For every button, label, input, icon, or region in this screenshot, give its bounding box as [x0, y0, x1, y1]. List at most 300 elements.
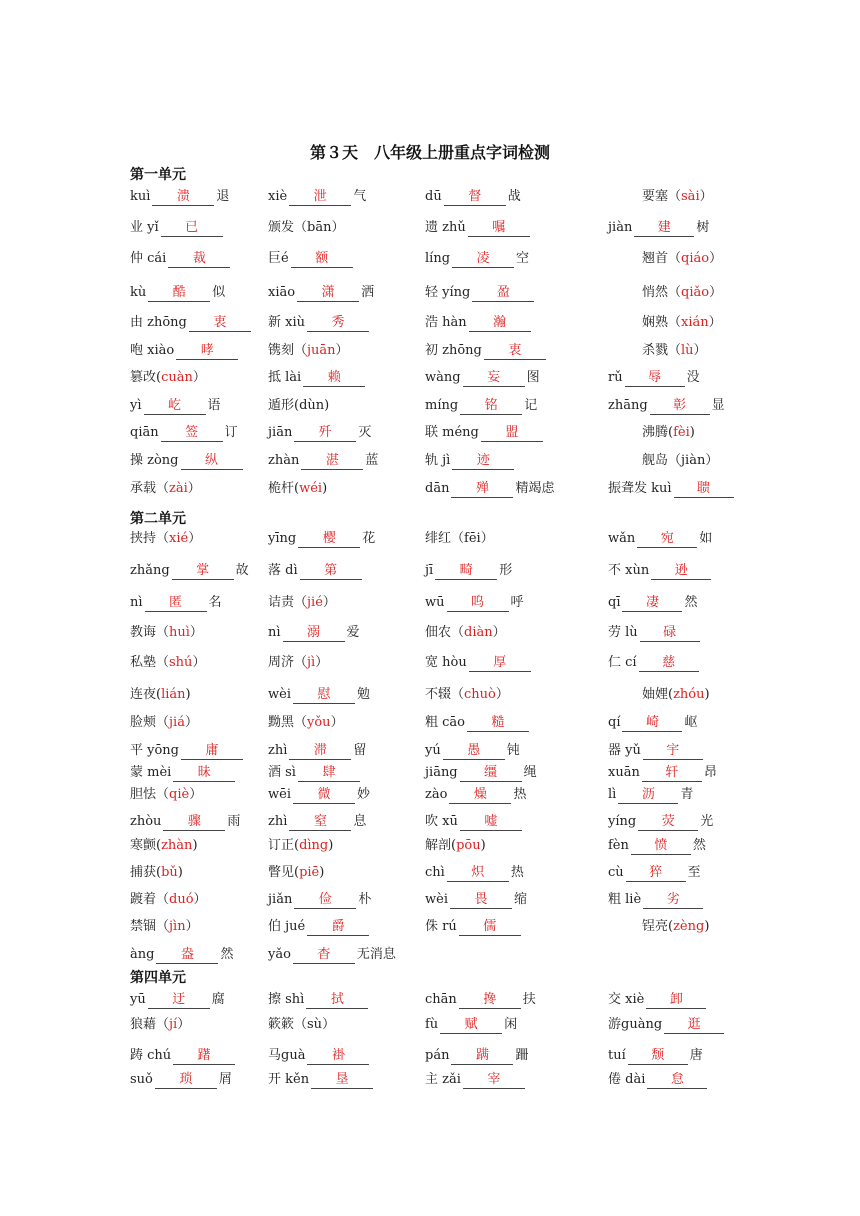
answer-blank: 庸 [181, 743, 243, 760]
item-suffix: 勉 [356, 687, 370, 702]
vocab-item [425, 891, 527, 909]
item-suffix: 战 [507, 189, 521, 204]
answer-blank: 迂 [148, 992, 210, 1009]
item-prompt: 狼藉（ [130, 1017, 170, 1032]
vocab-item [130, 891, 207, 909]
item-prompt: 锃亮( [642, 919, 674, 934]
vocab-item [130, 918, 199, 936]
item-prompt: 挟持（ [130, 531, 170, 546]
vocab-item [268, 891, 371, 909]
vocab-item [268, 219, 344, 237]
vocab-item [642, 342, 707, 360]
answer-blank: 躇 [173, 1048, 235, 1065]
item-prompt: 倦 dài [608, 1072, 646, 1087]
item-suffix: ） [192, 370, 206, 385]
vocab-item [268, 1071, 375, 1089]
pinyin-answer: zài [169, 481, 188, 496]
item-prompt: zhāng [608, 398, 648, 413]
vocab-item [268, 562, 364, 580]
item-suffix: ） [177, 1017, 191, 1032]
answer-blank: 呜 [447, 595, 509, 612]
answer-blank: 琐 [155, 1072, 217, 1089]
vocab-item [608, 654, 701, 672]
vocab-item [268, 250, 355, 268]
item-prompt: wèi [268, 687, 291, 702]
item-prompt: yīng [268, 531, 297, 546]
vocab-item [642, 284, 722, 302]
item-prompt: 寒颤( [130, 838, 162, 853]
item-suffix: 妙 [356, 787, 370, 802]
item-prompt: 轨 jì [425, 453, 451, 468]
vocab-item [608, 837, 706, 855]
answer-blank: 畸 [435, 563, 497, 580]
item-suffix: ） [322, 1017, 336, 1032]
answer-blank: 湛 [301, 453, 363, 470]
item-suffix: 唐 [689, 1048, 703, 1063]
vocab-item [642, 452, 718, 470]
item-prompt: nì [130, 595, 143, 610]
vocab-item [268, 864, 324, 882]
answer-blank: 宛 [637, 531, 697, 548]
vocab-item [130, 562, 249, 580]
vocab-item [268, 714, 344, 732]
vocab-item [608, 714, 698, 732]
vocab-item [130, 813, 240, 831]
item-prompt: xuān [608, 765, 640, 780]
item-prompt: zhòu [130, 814, 162, 829]
pinyin-answer: yǒu [307, 715, 331, 730]
item-prompt: 沸腾( [642, 425, 674, 440]
answer-blank: 畏 [450, 892, 512, 909]
item-suffix: 订 [224, 425, 238, 440]
vocab-item [268, 594, 336, 612]
item-prompt: wēi [268, 787, 291, 802]
vocab-item [608, 219, 709, 237]
item-suffix: 精竭虑 [515, 481, 555, 496]
vocab-item [642, 918, 709, 936]
item-prompt: 篡改( [130, 370, 162, 385]
item-prompt: xiāo [268, 285, 296, 300]
item-suffix: ） [693, 343, 707, 358]
vocab-item [130, 1016, 190, 1034]
item-suffix: 然 [220, 947, 234, 962]
item-suffix: ） [187, 481, 201, 496]
vocab-item [268, 686, 370, 704]
item-prompt: 周济（ [268, 655, 308, 670]
vocab-item [130, 654, 205, 672]
item-suffix: 树 [696, 220, 710, 235]
item-prompt: 开 kěn [268, 1072, 310, 1087]
vocab-item [425, 562, 512, 580]
vocab-item [425, 742, 520, 760]
vocab-item [608, 1071, 709, 1089]
item-suffix: 息 [353, 814, 367, 829]
vocab-item [425, 397, 537, 415]
vocab-item [425, 219, 532, 237]
item-prompt: 胆怯（ [130, 787, 170, 802]
item-suffix: ） [330, 715, 344, 730]
answer-blank: 卸 [646, 992, 706, 1009]
item-prompt: 侏 rú [425, 919, 457, 934]
item-suffix: ) [177, 865, 183, 880]
item-prompt: 杀戮（ [642, 343, 682, 358]
answer-blank: 轩 [642, 765, 702, 782]
vocab-item [130, 864, 183, 882]
pinyin-answer: lián [161, 687, 186, 702]
answer-blank: 怠 [647, 1072, 707, 1089]
item-suffix: ) [185, 687, 191, 702]
item-prompt: 要塞（ [642, 189, 682, 204]
item-prompt: fù [425, 1017, 439, 1032]
item-prompt: kuì [130, 189, 151, 204]
item-prompt: 捕获( [130, 865, 162, 880]
item-suffix: ) [328, 838, 334, 853]
item-suffix: 至 [687, 865, 701, 880]
answer-blank: 肆 [298, 765, 360, 782]
section-heading: 第四单元 [130, 970, 186, 986]
pinyin-answer: zhàn [161, 838, 193, 853]
item-prompt: suǒ [130, 1072, 153, 1087]
vocab-item [425, 764, 537, 782]
answer-blank: 屹 [144, 398, 206, 415]
vocab-item [130, 1071, 232, 1089]
pinyin-answer: dìng [299, 838, 329, 853]
vocab-item [130, 188, 229, 206]
vocab-item [425, 369, 540, 387]
vocab-item [642, 424, 695, 442]
item-prompt: 承载（ [130, 481, 170, 496]
item-prompt: líng [425, 251, 451, 266]
vocab-item [268, 742, 366, 760]
item-suffix: ） [193, 892, 207, 907]
item-suffix: 热 [510, 865, 524, 880]
answer-blank: 猝 [626, 865, 686, 882]
answer-blank: 糙 [467, 715, 529, 732]
pinyin-answer: jì [307, 655, 316, 670]
vocab-item [268, 654, 328, 672]
item-suffix: ） [331, 220, 345, 235]
answer-blank: 炽 [447, 865, 509, 882]
item-suffix: 昂 [703, 765, 717, 780]
item-prompt: 悄然（ [642, 285, 682, 300]
vocab-item [608, 594, 698, 612]
vocab-item [268, 530, 375, 548]
item-suffix: 显 [711, 398, 725, 413]
answer-blank: 潇 [297, 285, 359, 302]
vocab-item [425, 686, 509, 704]
item-suffix: ） [492, 625, 506, 640]
answer-blank: 缰 [460, 765, 522, 782]
item-prompt: wū [425, 595, 445, 610]
answer-blank: 碌 [640, 625, 700, 642]
pinyin-answer: sài [681, 189, 700, 204]
item-prompt: jiàn [608, 220, 633, 235]
item-suffix: ） [189, 787, 203, 802]
item-prompt: jiǎn [268, 892, 293, 907]
item-suffix: 花 [362, 531, 376, 546]
vocab-item [425, 250, 529, 268]
answer-blank: 掌 [172, 563, 234, 580]
item-prompt: zhǎng [130, 563, 170, 578]
pinyin-answer: bān [307, 220, 332, 235]
item-prompt: 不辍（ [425, 687, 465, 702]
vocab-item [130, 764, 237, 782]
item-prompt: 巨é [268, 251, 289, 266]
item-prompt: 新 xiù [268, 315, 305, 330]
answer-blank: 蹒 [451, 1048, 513, 1065]
item-prompt: qí [608, 715, 621, 730]
pinyin-answer: wéi [299, 481, 323, 496]
vocab-item [268, 991, 370, 1009]
item-prompt: tuí [608, 1048, 626, 1063]
item-suffix: ） [709, 251, 723, 266]
vocab-item [268, 314, 371, 332]
answer-blank: 沥 [618, 787, 678, 804]
pinyin-answer: piē [299, 865, 320, 880]
vocab-item [130, 342, 240, 360]
answer-blank: 纵 [181, 453, 243, 470]
item-suffix: 然 [684, 595, 698, 610]
vocab-item [608, 991, 708, 1009]
pinyin-answer: jiàn [681, 453, 706, 468]
item-prompt: 业 yǐ [130, 220, 159, 235]
pinyin-answer: qiǎo [681, 285, 710, 300]
item-suffix: 青 [680, 787, 694, 802]
vocab-item [425, 314, 533, 332]
vocab-item [608, 369, 700, 387]
answer-blank: 建 [634, 220, 694, 237]
vocab-item [130, 284, 225, 302]
vocab-item [425, 813, 524, 831]
vocab-item [425, 714, 531, 732]
item-prompt: nì [268, 625, 281, 640]
vocab-item [425, 786, 526, 804]
item-suffix: 似 [212, 285, 226, 300]
item-suffix: 爱 [346, 625, 360, 640]
pinyin-answer: jié [307, 595, 323, 610]
vocab-item [268, 1047, 371, 1065]
answer-blank: 殚 [451, 481, 513, 498]
item-suffix: ) [324, 398, 330, 413]
answer-blank: 微 [293, 787, 355, 804]
item-suffix: 绳 [523, 765, 537, 780]
answer-blank: 已 [161, 220, 223, 237]
vocab-item [425, 1047, 528, 1065]
item-prompt: 不 xùn [608, 563, 650, 578]
pinyin-answer: fēi [464, 531, 481, 546]
item-prompt: 粗 cāo [425, 715, 465, 730]
vocab-item [268, 918, 371, 936]
item-prompt: 桅杆( [268, 481, 300, 496]
item-suffix: 然 [692, 838, 706, 853]
answer-blank: 溺 [283, 625, 345, 642]
item-suffix: ） [185, 919, 199, 934]
vocab-item [130, 991, 225, 1009]
item-suffix: ） [495, 687, 509, 702]
vocab-item [642, 686, 710, 704]
item-prompt: zhì [268, 743, 288, 758]
vocab-item [642, 314, 722, 332]
item-suffix: 朴 [358, 892, 372, 907]
answer-blank: 爵 [307, 919, 369, 936]
item-suffix: ) [192, 838, 198, 853]
answer-blank: 嘘 [460, 814, 522, 831]
item-suffix: 留 [353, 743, 367, 758]
item-prompt: 仲 cái [130, 251, 167, 266]
item-prompt: 脸颊（ [130, 715, 170, 730]
item-suffix: 记 [524, 398, 538, 413]
item-prompt: 酒 sì [268, 765, 296, 780]
item-prompt: 擦 shì [268, 992, 305, 1007]
vocab-item [130, 714, 198, 732]
vocab-item [425, 837, 486, 855]
item-suffix: ) [319, 865, 325, 880]
item-prompt: 绯红（ [425, 531, 465, 546]
item-prompt: 颁发（ [268, 220, 308, 235]
item-suffix: ） [480, 531, 494, 546]
item-prompt: 主 zǎi [425, 1072, 461, 1087]
vocab-item [268, 1016, 335, 1034]
item-prompt: 器 yǔ [608, 743, 641, 758]
item-prompt: yíng [608, 814, 637, 829]
vocab-item [608, 764, 717, 782]
answer-blank: 愚 [443, 743, 505, 760]
item-suffix: 缩 [513, 892, 527, 907]
item-prompt: 振聋发 kuì [608, 481, 672, 496]
item-suffix: 语 [207, 398, 221, 413]
vocab-item [130, 946, 233, 964]
answer-blank: 妄 [463, 370, 525, 387]
answer-blank: 哮 [176, 343, 238, 360]
vocab-item [608, 742, 705, 760]
pinyin-answer: dùn [299, 398, 325, 413]
item-prompt: 交 xiè [608, 992, 645, 1007]
vocab-item [642, 250, 722, 268]
item-prompt: 吹 xū [425, 814, 458, 829]
answer-blank: 逊 [651, 563, 711, 580]
vocab-item [608, 813, 713, 831]
item-prompt: 娴熟（ [642, 315, 682, 330]
vocab-item [268, 946, 396, 964]
vocab-item [425, 991, 536, 1009]
pinyin-answer: lù [681, 343, 694, 358]
item-prompt: 马guà [268, 1048, 306, 1063]
item-suffix: 如 [699, 531, 713, 546]
vocab-item [425, 1016, 517, 1034]
item-prompt: 教诲（ [130, 625, 170, 640]
answer-blank: 聩 [674, 481, 734, 498]
answer-blank: 督 [444, 189, 506, 206]
vocab-item [608, 786, 693, 804]
item-prompt: dū [425, 189, 442, 204]
vocab-item [425, 284, 536, 302]
pinyin-answer: juān [307, 343, 336, 358]
page-title: 第３天 八年级上册重点字词检测 [309, 143, 550, 162]
vocab-item [268, 480, 327, 498]
vocab-item [130, 1047, 237, 1065]
answer-blank: 嘱 [468, 220, 530, 237]
vocab-item [608, 864, 701, 882]
item-suffix: ） [335, 343, 349, 358]
vocab-item [130, 480, 201, 498]
item-suffix: 灭 [358, 425, 372, 440]
pinyin-answer: cuàn [161, 370, 193, 385]
answer-blank: 荧 [638, 814, 698, 831]
answer-blank: 凌 [452, 251, 514, 268]
vocab-item [425, 918, 523, 936]
vocab-item [608, 624, 702, 642]
vocab-item [425, 342, 548, 360]
item-suffix: 扶 [522, 992, 536, 1007]
vocab-item [642, 188, 713, 206]
answer-blank: 签 [161, 425, 223, 442]
item-suffix: ） [709, 285, 723, 300]
item-suffix: 屑 [218, 1072, 232, 1087]
vocab-item [130, 250, 232, 268]
vocab-item [130, 624, 203, 642]
answer-blank: 迹 [452, 453, 514, 470]
answer-blank: 裁 [168, 251, 230, 268]
item-prompt: qī [608, 595, 621, 610]
item-prompt: dān [425, 481, 450, 496]
answer-blank: 拭 [306, 992, 368, 1009]
vocab-item [425, 624, 506, 642]
vocab-item [425, 654, 533, 672]
answer-blank: 匿 [145, 595, 207, 612]
item-prompt: xiè [268, 189, 288, 204]
item-suffix: 钝 [506, 743, 520, 758]
item-prompt: 诘责（ [268, 595, 308, 610]
item-suffix: ) [689, 425, 695, 440]
item-prompt: 舰岛（ [642, 453, 682, 468]
item-prompt: fèn [608, 838, 629, 853]
item-prompt: 伯 jué [268, 919, 306, 934]
answer-blank: 搀 [459, 992, 521, 1009]
vocab-item [425, 530, 494, 548]
item-prompt: 簌簌（ [268, 1017, 308, 1032]
answer-blank: 辱 [625, 370, 685, 387]
answer-blank: 秀 [307, 315, 369, 332]
vocab-item [268, 837, 333, 855]
item-prompt: 宽 hòu [425, 655, 467, 670]
vocab-item [608, 1047, 703, 1065]
item-prompt: 踌 chú [130, 1048, 172, 1063]
item-prompt: àng [130, 947, 155, 962]
vocab-item [130, 314, 253, 332]
item-prompt: 浩 hàn [425, 315, 467, 330]
item-prompt: 平 yōng [130, 743, 179, 758]
answer-blank: 儒 [459, 919, 521, 936]
item-suffix: 闲 [504, 1017, 518, 1032]
item-prompt: 蒙 mèi [130, 765, 172, 780]
answer-blank: 宇 [643, 743, 703, 760]
pinyin-answer: bǔ [161, 865, 178, 880]
answer-blank: 铭 [460, 398, 522, 415]
answer-blank: 愤 [631, 838, 691, 855]
item-suffix: 呼 [510, 595, 524, 610]
item-suffix: ） [322, 595, 336, 610]
answer-blank: 盎 [156, 947, 218, 964]
item-prompt: 咆 xiào [130, 343, 175, 358]
vocab-item [425, 424, 545, 442]
vocab-item [268, 764, 362, 782]
item-suffix: 退 [216, 189, 230, 204]
vocab-item [425, 188, 521, 206]
answer-blank: 瀚 [469, 315, 531, 332]
item-prompt: 操 zòng [130, 453, 179, 468]
item-prompt: zào [425, 787, 448, 802]
item-prompt: 遁形( [268, 398, 300, 413]
